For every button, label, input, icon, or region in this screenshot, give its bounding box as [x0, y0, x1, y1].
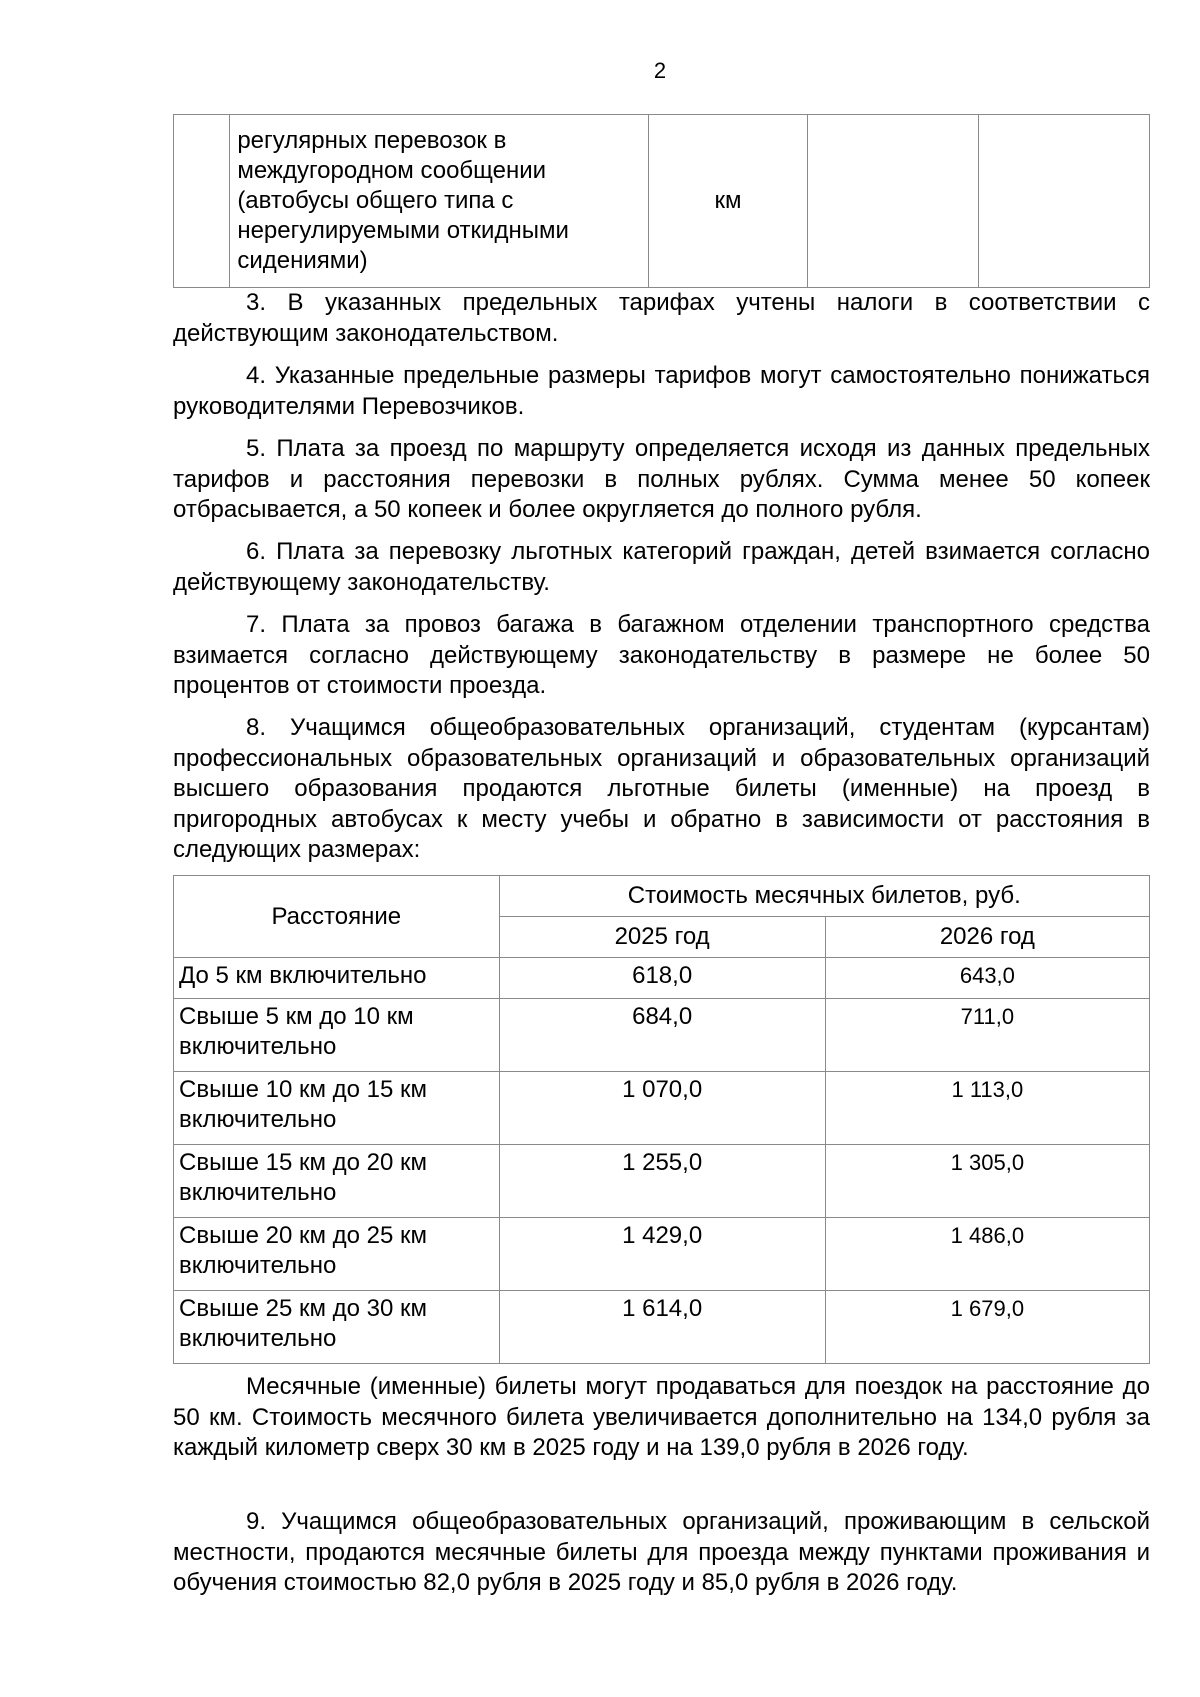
table-row	[174, 1145, 1150, 1218]
price-2025-cell: 1 070,0	[499, 1072, 825, 1145]
table-cell-number	[174, 115, 230, 288]
table-cell-value-2026	[979, 115, 1150, 288]
price-2026-cell: 1 113,0	[825, 1072, 1149, 1145]
price-2026-cell: 1 305,0	[825, 1145, 1149, 1218]
table-cell-value-2025	[808, 115, 979, 288]
column-header-2025: 2025 год	[499, 917, 825, 958]
price-2026-cell: 711,0	[825, 999, 1149, 1072]
paragraph-monthly-tickets: Месячные (именные) билеты могут продаваться для поездок на расстояние до 50 км. Стоимость месячного билета увеличивается дополнительно на 134,0 рубля за каждый километр сверх 30 км в 2025 году и на 139,0 рубля в 2026 году.	[173, 1373, 1150, 1461]
table-row	[174, 958, 1150, 999]
tariff-table-continuation	[173, 114, 1150, 288]
monthly-ticket-fare-table	[173, 875, 1150, 1364]
distance-cell: Свыше 5 км до 10 км включительно	[174, 999, 500, 1072]
price-2025-cell: 1 255,0	[499, 1145, 825, 1218]
table-row	[174, 999, 1150, 1072]
table-row	[174, 115, 1150, 288]
price-2025-cell: 618,0	[499, 958, 825, 999]
column-header-distance: Расстояние	[174, 876, 500, 958]
price-2025-cell: 684,0	[499, 999, 825, 1072]
distance-cell: Свыше 10 км до 15 км включительно	[174, 1072, 500, 1145]
price-2025-cell: 1 614,0	[499, 1291, 825, 1364]
distance-cell: Свыше 25 км до 30 км включительно	[174, 1291, 500, 1364]
table-row	[174, 1218, 1150, 1291]
paragraph-7: 7. Плата за провоз багажа в багажном отделении транспортного средства взимается согласно действующему законодательству в размере не более 50 процентов от стоимости проезда.	[173, 611, 1150, 699]
paragraph-4: 4. Указанные предельные размеры тарифов могут самостоятельно понижаться руководителями Перевозчиков.	[173, 362, 1150, 420]
paragraph-6: 6. Плата за перевозку льготных категорий граждан, детей взимается согласно действующему законодательству.	[173, 538, 1150, 596]
table-cell-description: регулярных перевозок в междугородном сообщении (автобусы общего типа с нерегулируемыми откидными сидениями)	[230, 115, 648, 288]
distance-cell: До 5 км включительно	[174, 958, 500, 999]
paragraph-9: 9. Учащимся общеобразовательных организаций, проживающим в сельской местности, продаются месячные билеты для проезда между пунктами проживания и обучения стоимостью 82,0 рубля в 2025 году и 85,0 рубля в 2026 году.	[173, 1508, 1150, 1596]
table-cell-unit: км	[648, 115, 807, 288]
paragraph-3: 3. В указанных предельных тарифах учтены налоги в соответствии с действующим законодательством.	[173, 289, 1150, 347]
distance-cell: Свыше 15 км до 20 км включительно	[174, 1145, 500, 1218]
price-2026-cell: 643,0	[825, 958, 1149, 999]
table-row	[174, 1072, 1150, 1145]
page-number: 2	[653, 58, 667, 83]
price-2025-cell: 1 429,0	[499, 1218, 825, 1291]
distance-cell: Свыше 20 км до 25 км включительно	[174, 1218, 500, 1291]
paragraph-5: 5. Плата за проезд по маршруту определяется исходя из данных предельных тарифов и расстояния перевозки в полных рублях. Сумма менее 50 копеек отбрасывается, а 50 копеек и более округляется до полного рубля.	[173, 435, 1150, 523]
price-2026-cell: 1 679,0	[825, 1291, 1149, 1364]
price-2026-cell: 1 486,0	[825, 1218, 1149, 1291]
table-row	[174, 1291, 1150, 1364]
table-header-row	[174, 876, 1150, 917]
paragraph-8: 8. Учащимся общеобразовательных организаций, студентам (курсантам) профессиональных образовательных организаций и образовательных организаций высшего образования продаются льготные билеты (именные) на проезд в пригородных автобусах к месту учебы и обратно в зависимости от расстояния в следующих размерах:	[173, 714, 1150, 863]
column-header-cost: Стоимость месячных билетов, руб.	[499, 876, 1149, 917]
column-header-2026: 2026 год	[825, 917, 1149, 958]
